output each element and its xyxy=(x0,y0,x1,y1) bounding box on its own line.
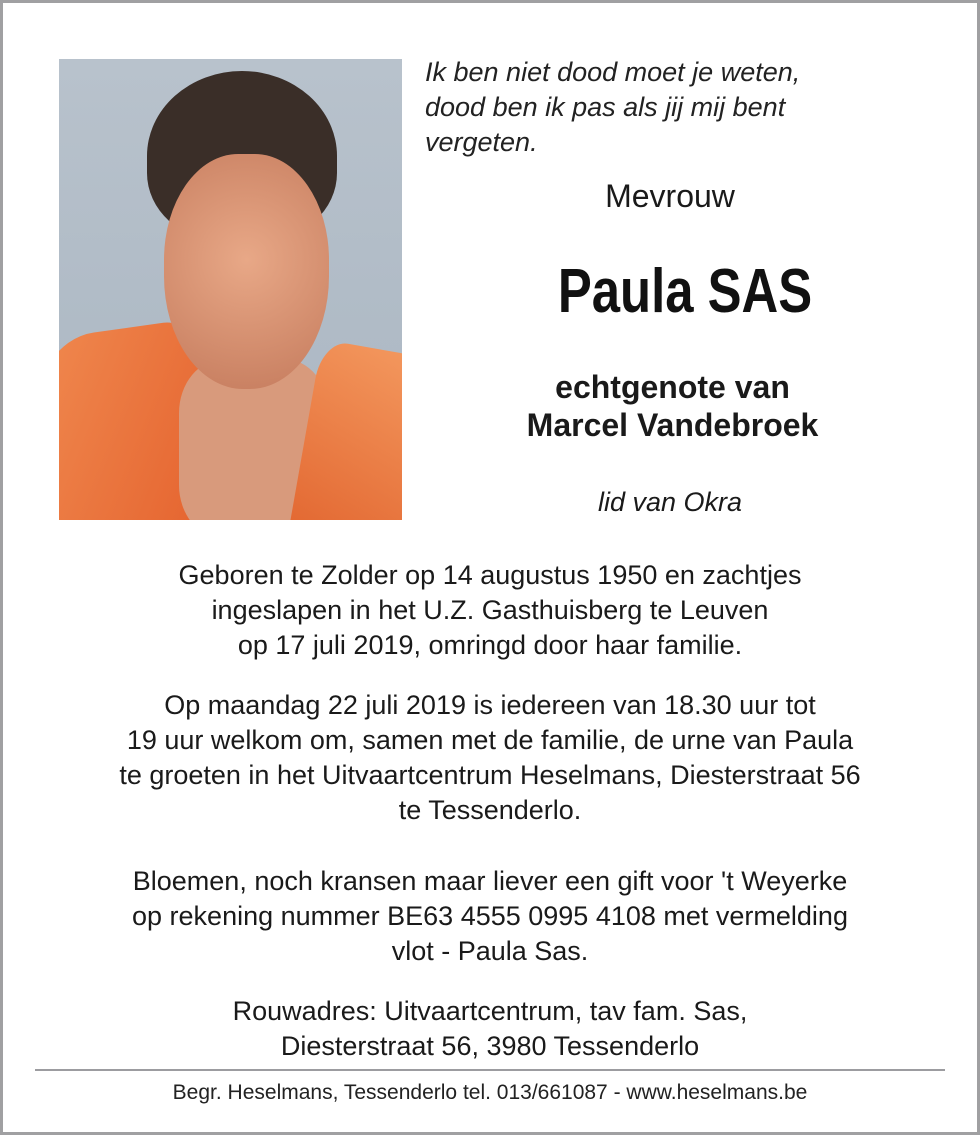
text-line: te groeten in het Uitvaartcentrum Heselmans, Diesterstraat 56 xyxy=(119,760,861,790)
photo-face xyxy=(164,154,329,389)
address-paragraph xyxy=(40,994,940,1064)
text-line: 19 uur welkom om, samen met de familie, de urne van Paula xyxy=(126,725,854,755)
spouse-name: Marcel Vandebroek xyxy=(526,407,819,443)
text-line: Geboren te Zolder op 14 augustus 1950 en zachtjes xyxy=(178,560,802,590)
text-line: Rouwadres: Uitvaartcentrum, tav fam. Sas, xyxy=(232,996,748,1026)
birth-paragraph xyxy=(40,558,940,663)
text-line: Bloemen, noch kransen maar liever een gift voor 't Weyerke xyxy=(132,866,848,896)
deceased-name: Paula SAS xyxy=(557,257,813,326)
footer-undertaker: Begr. Heselmans, Tessenderlo tel. 013/661087 - www.heselmans.be xyxy=(172,1081,808,1104)
quote-line: dood ben ik pas als jij mij bent xyxy=(425,92,786,122)
text-line: Op maandag 22 juli 2019 is iedereen van 18.30 uur tot xyxy=(164,690,816,720)
membership: lid van Okra xyxy=(597,487,743,517)
text-line: op 17 juli 2019, omringd door haar familie. xyxy=(237,630,743,660)
divider xyxy=(35,1069,945,1071)
text-line: te Tessenderlo. xyxy=(398,795,582,825)
portrait-photo xyxy=(59,59,402,520)
flowers-paragraph xyxy=(40,864,940,969)
text-line: ingeslapen in het U.Z. Gasthuisberg te Leuven xyxy=(211,595,769,625)
quote-line: Ik ben niet dood moet je weten, xyxy=(425,57,801,87)
text-line: op rekening nummer BE63 4555 0995 4108 met vermelding xyxy=(132,901,848,931)
text-line: vlot - Paula Sas. xyxy=(391,936,589,966)
honorific: Mevrouw xyxy=(605,178,735,214)
quote-line: vergeten. xyxy=(425,127,538,157)
spouse-label: echtgenote van xyxy=(555,369,790,405)
quote xyxy=(425,55,905,160)
text-line: Diesterstraat 56, 3980 Tessenderlo xyxy=(280,1031,700,1061)
spouse xyxy=(430,368,915,444)
visit-paragraph xyxy=(40,688,940,828)
